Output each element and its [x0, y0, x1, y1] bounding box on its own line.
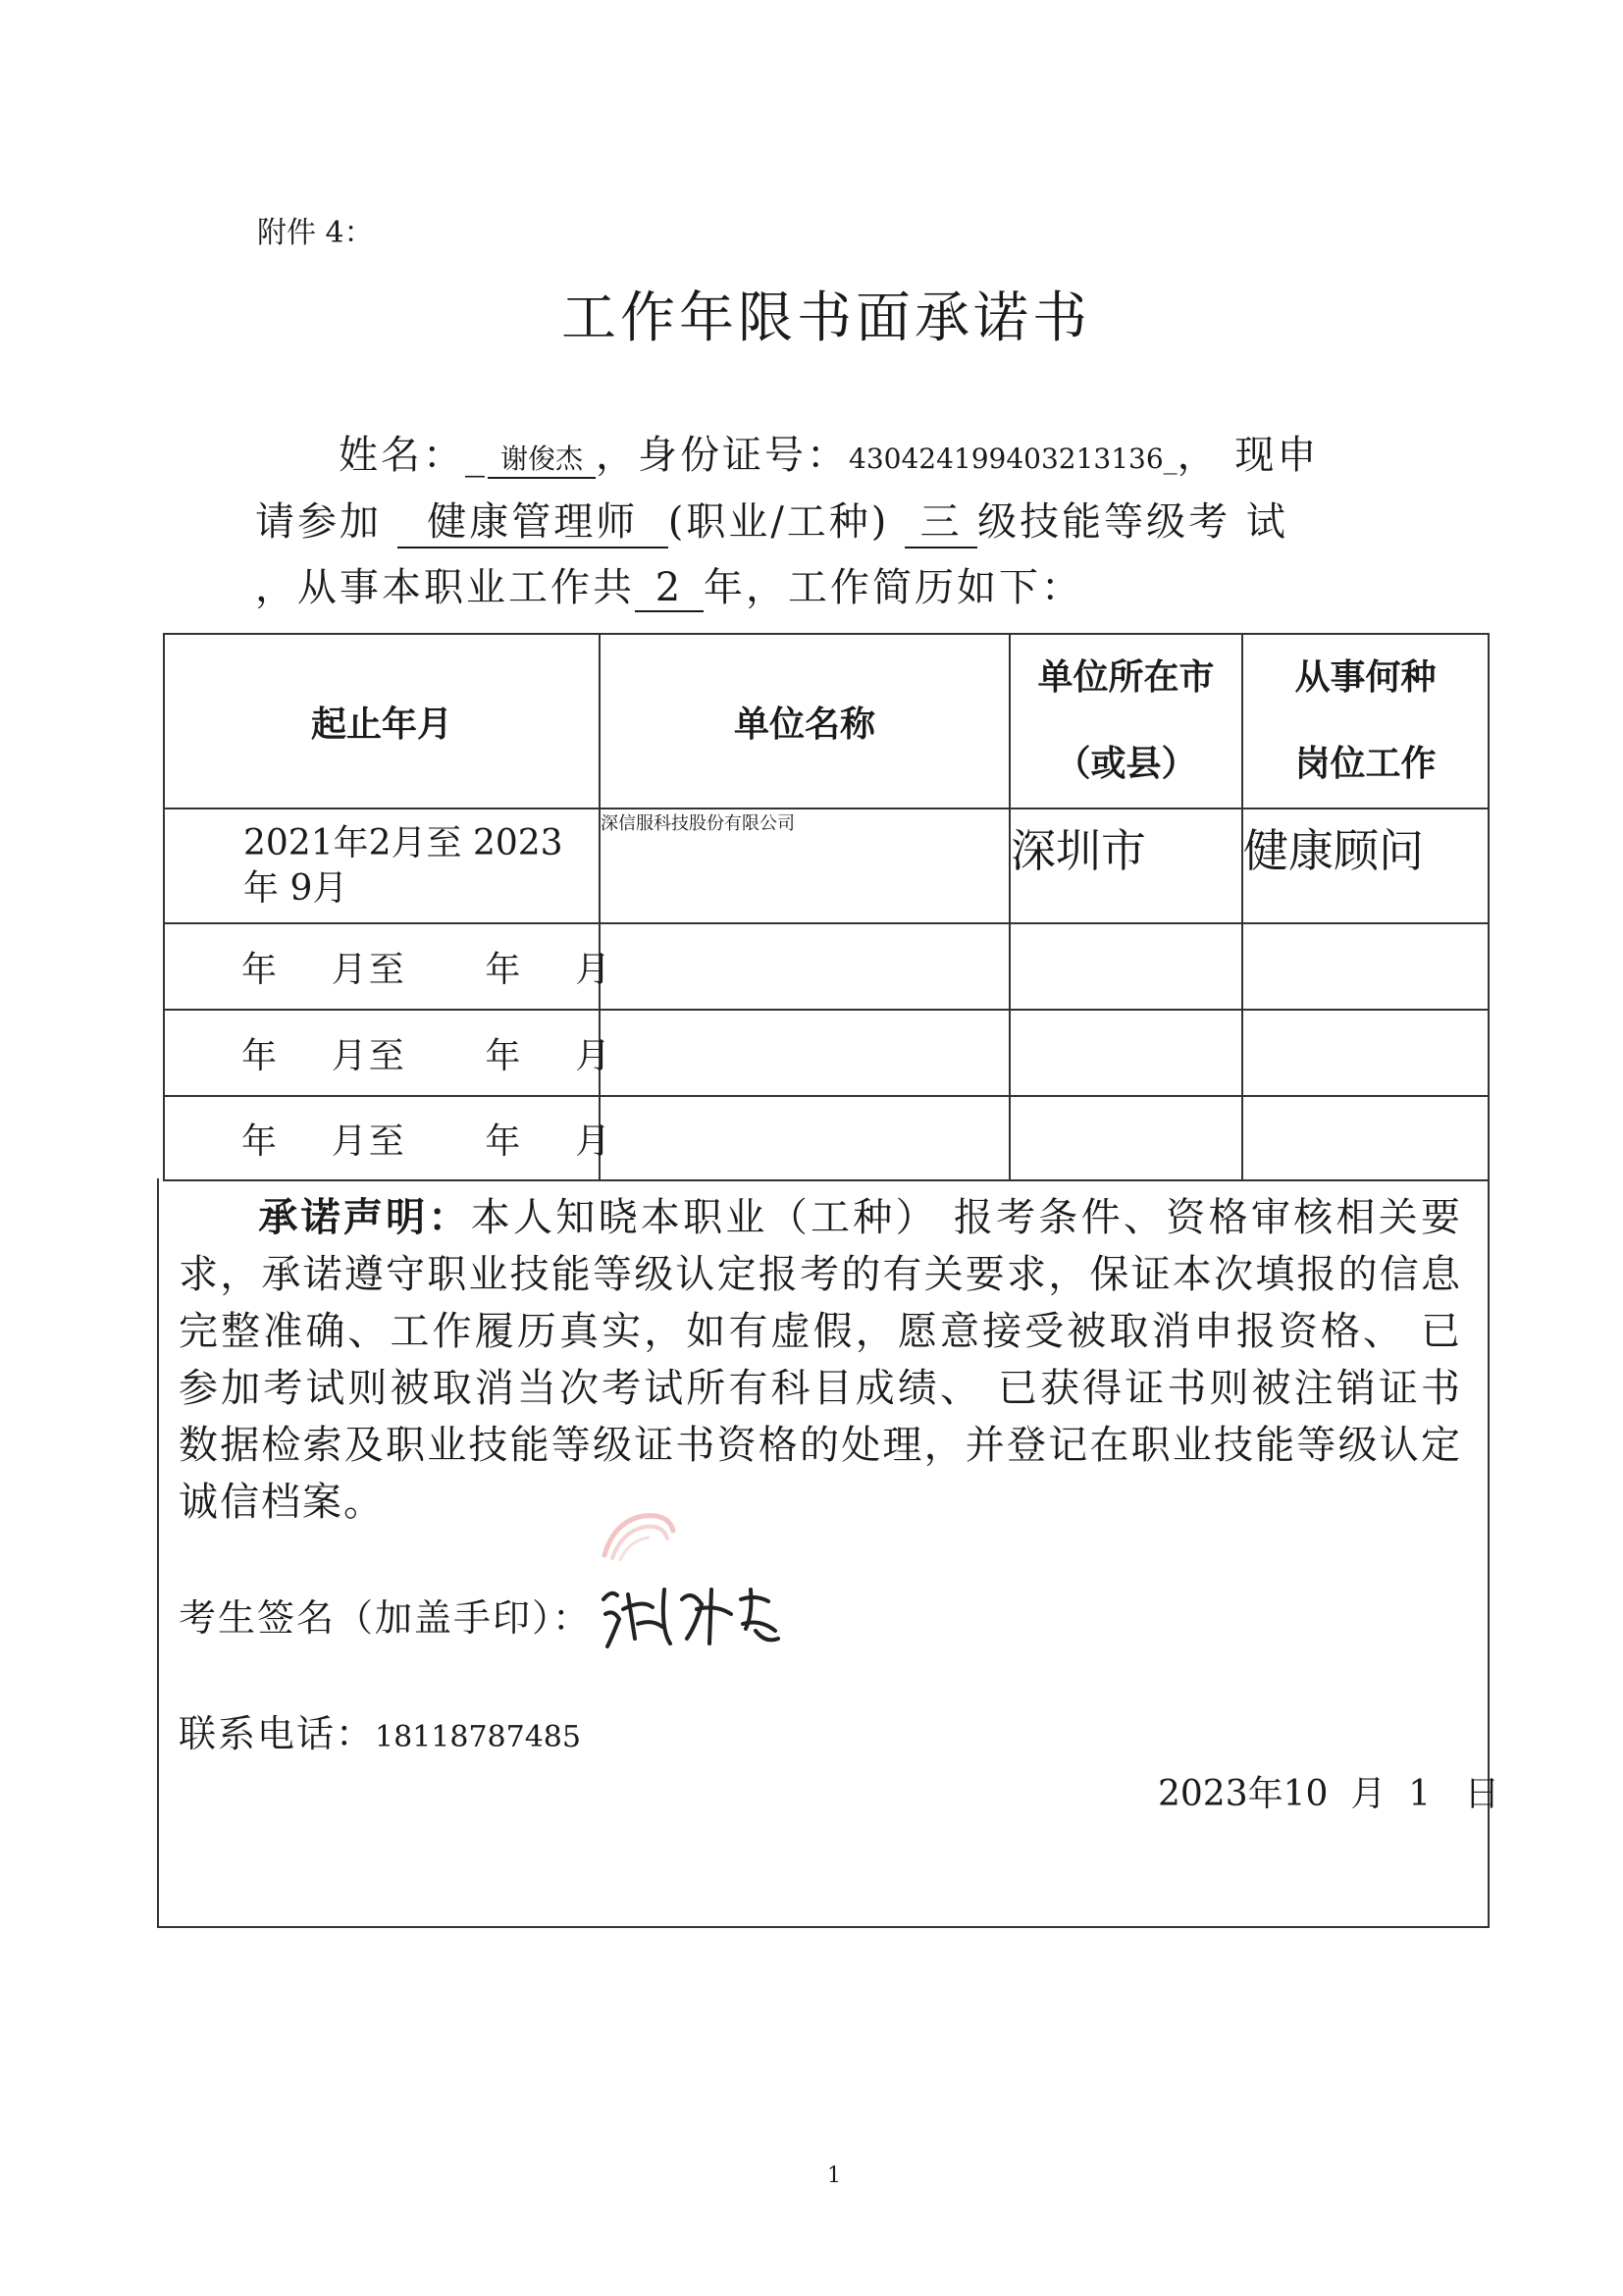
name-prefix: _ [465, 433, 488, 478]
row-company [600, 1096, 1010, 1180]
row-role [1242, 1096, 1489, 1180]
signature-image [584, 1570, 790, 1658]
header-city [1010, 634, 1242, 809]
row-period: 年 月至 年 月 [164, 1010, 600, 1096]
phone-value: 18118787485 [375, 1720, 581, 1754]
occupation-value: 健康管理师 [397, 491, 668, 548]
row-period: 2021年2月至 2023 年 9月 [164, 809, 600, 923]
row-company: 深信服科技股份有限公司 [600, 809, 1010, 923]
fingerprint-seal [595, 1501, 683, 1574]
header-period: 起止年月 [164, 634, 600, 809]
row-company [600, 1010, 1010, 1096]
signature-label: 考生签名（加盖手印）： [179, 1596, 593, 1640]
work-history-table [163, 633, 1490, 1181]
declaration-label: 承诺声明： [257, 1195, 471, 1240]
row-city [1010, 1096, 1242, 1180]
attachment-label: 附件 4： [257, 216, 374, 250]
document-title: 工作年限书面承诺书 [561, 287, 1091, 350]
row-role [1242, 1010, 1489, 1096]
header-role-line1: 从事何种 [1294, 657, 1437, 698]
years-prefix: ，从事本职业工作共 [255, 565, 635, 610]
intro-line-2 [255, 491, 1288, 548]
years-suffix: 年，工作简历如下： [704, 565, 1083, 610]
table-header-row [164, 634, 1489, 809]
row-period: 年 月至 年 月 [164, 1096, 600, 1180]
handwritten-signature [584, 1570, 790, 1662]
row-period: 年 月至 年 月 [164, 923, 600, 1010]
row-city [1010, 1010, 1242, 1096]
page-number: 1 [827, 2164, 841, 2188]
row-role: 健康顾问 [1242, 809, 1489, 923]
phone-row [179, 1703, 581, 1757]
header-role [1242, 634, 1489, 809]
row-role [1242, 923, 1489, 1010]
name-value: 谢俊杰 [488, 438, 596, 479]
row-city [1010, 923, 1242, 1010]
id-value: 430424199403213136_ [849, 443, 1178, 475]
id-label: ，身份证号： [596, 433, 849, 478]
name-label: 姓名： [339, 433, 465, 478]
intro-line-1 [339, 424, 1319, 480]
header-city-line2: （或县） [1055, 744, 1197, 784]
table-row [164, 1010, 1489, 1096]
sign-date: 2023年10 月 1 日 [1158, 1774, 1500, 1814]
line1-tail: ， 现申 [1177, 433, 1320, 478]
header-company: 单位名称 [600, 634, 1010, 809]
level-suffix: 级技能等级考 试 [977, 499, 1288, 545]
occupation-suffix: (职业/工种) [667, 499, 890, 545]
table-row [164, 809, 1489, 923]
table-row [164, 1096, 1489, 1180]
row-company [600, 923, 1010, 1010]
years-value: 2 [635, 565, 704, 612]
level-value: 三 [905, 491, 977, 548]
row-city: 深圳市 [1010, 809, 1242, 923]
apply-label: 请参加 [255, 499, 382, 545]
intro-line-3 [255, 556, 1083, 612]
declaration-text [179, 1189, 1462, 1531]
header-city-line1: 单位所在市 [1037, 657, 1215, 698]
declaration-body: 本人知晓本职业（工种） 报考条件、资格审核相关要求，承诺遵守职业技能等级认定报考的有关要求，保证本次填报的信息完整准确、工作履历真实，如有虚假，愿意接受被取消申报资格、 已参加考试则被取消当次考试所有科目成绩、 已获得证书则被注销证书数据检索及职业技能等级证书资格的处理，并登记在职业技能等级认定诚信档案。 [179, 1195, 1463, 1525]
header-role-line2: 岗位工作 [1294, 744, 1437, 784]
table-row [164, 923, 1489, 1010]
phone-label: 联系电话： [179, 1712, 376, 1755]
